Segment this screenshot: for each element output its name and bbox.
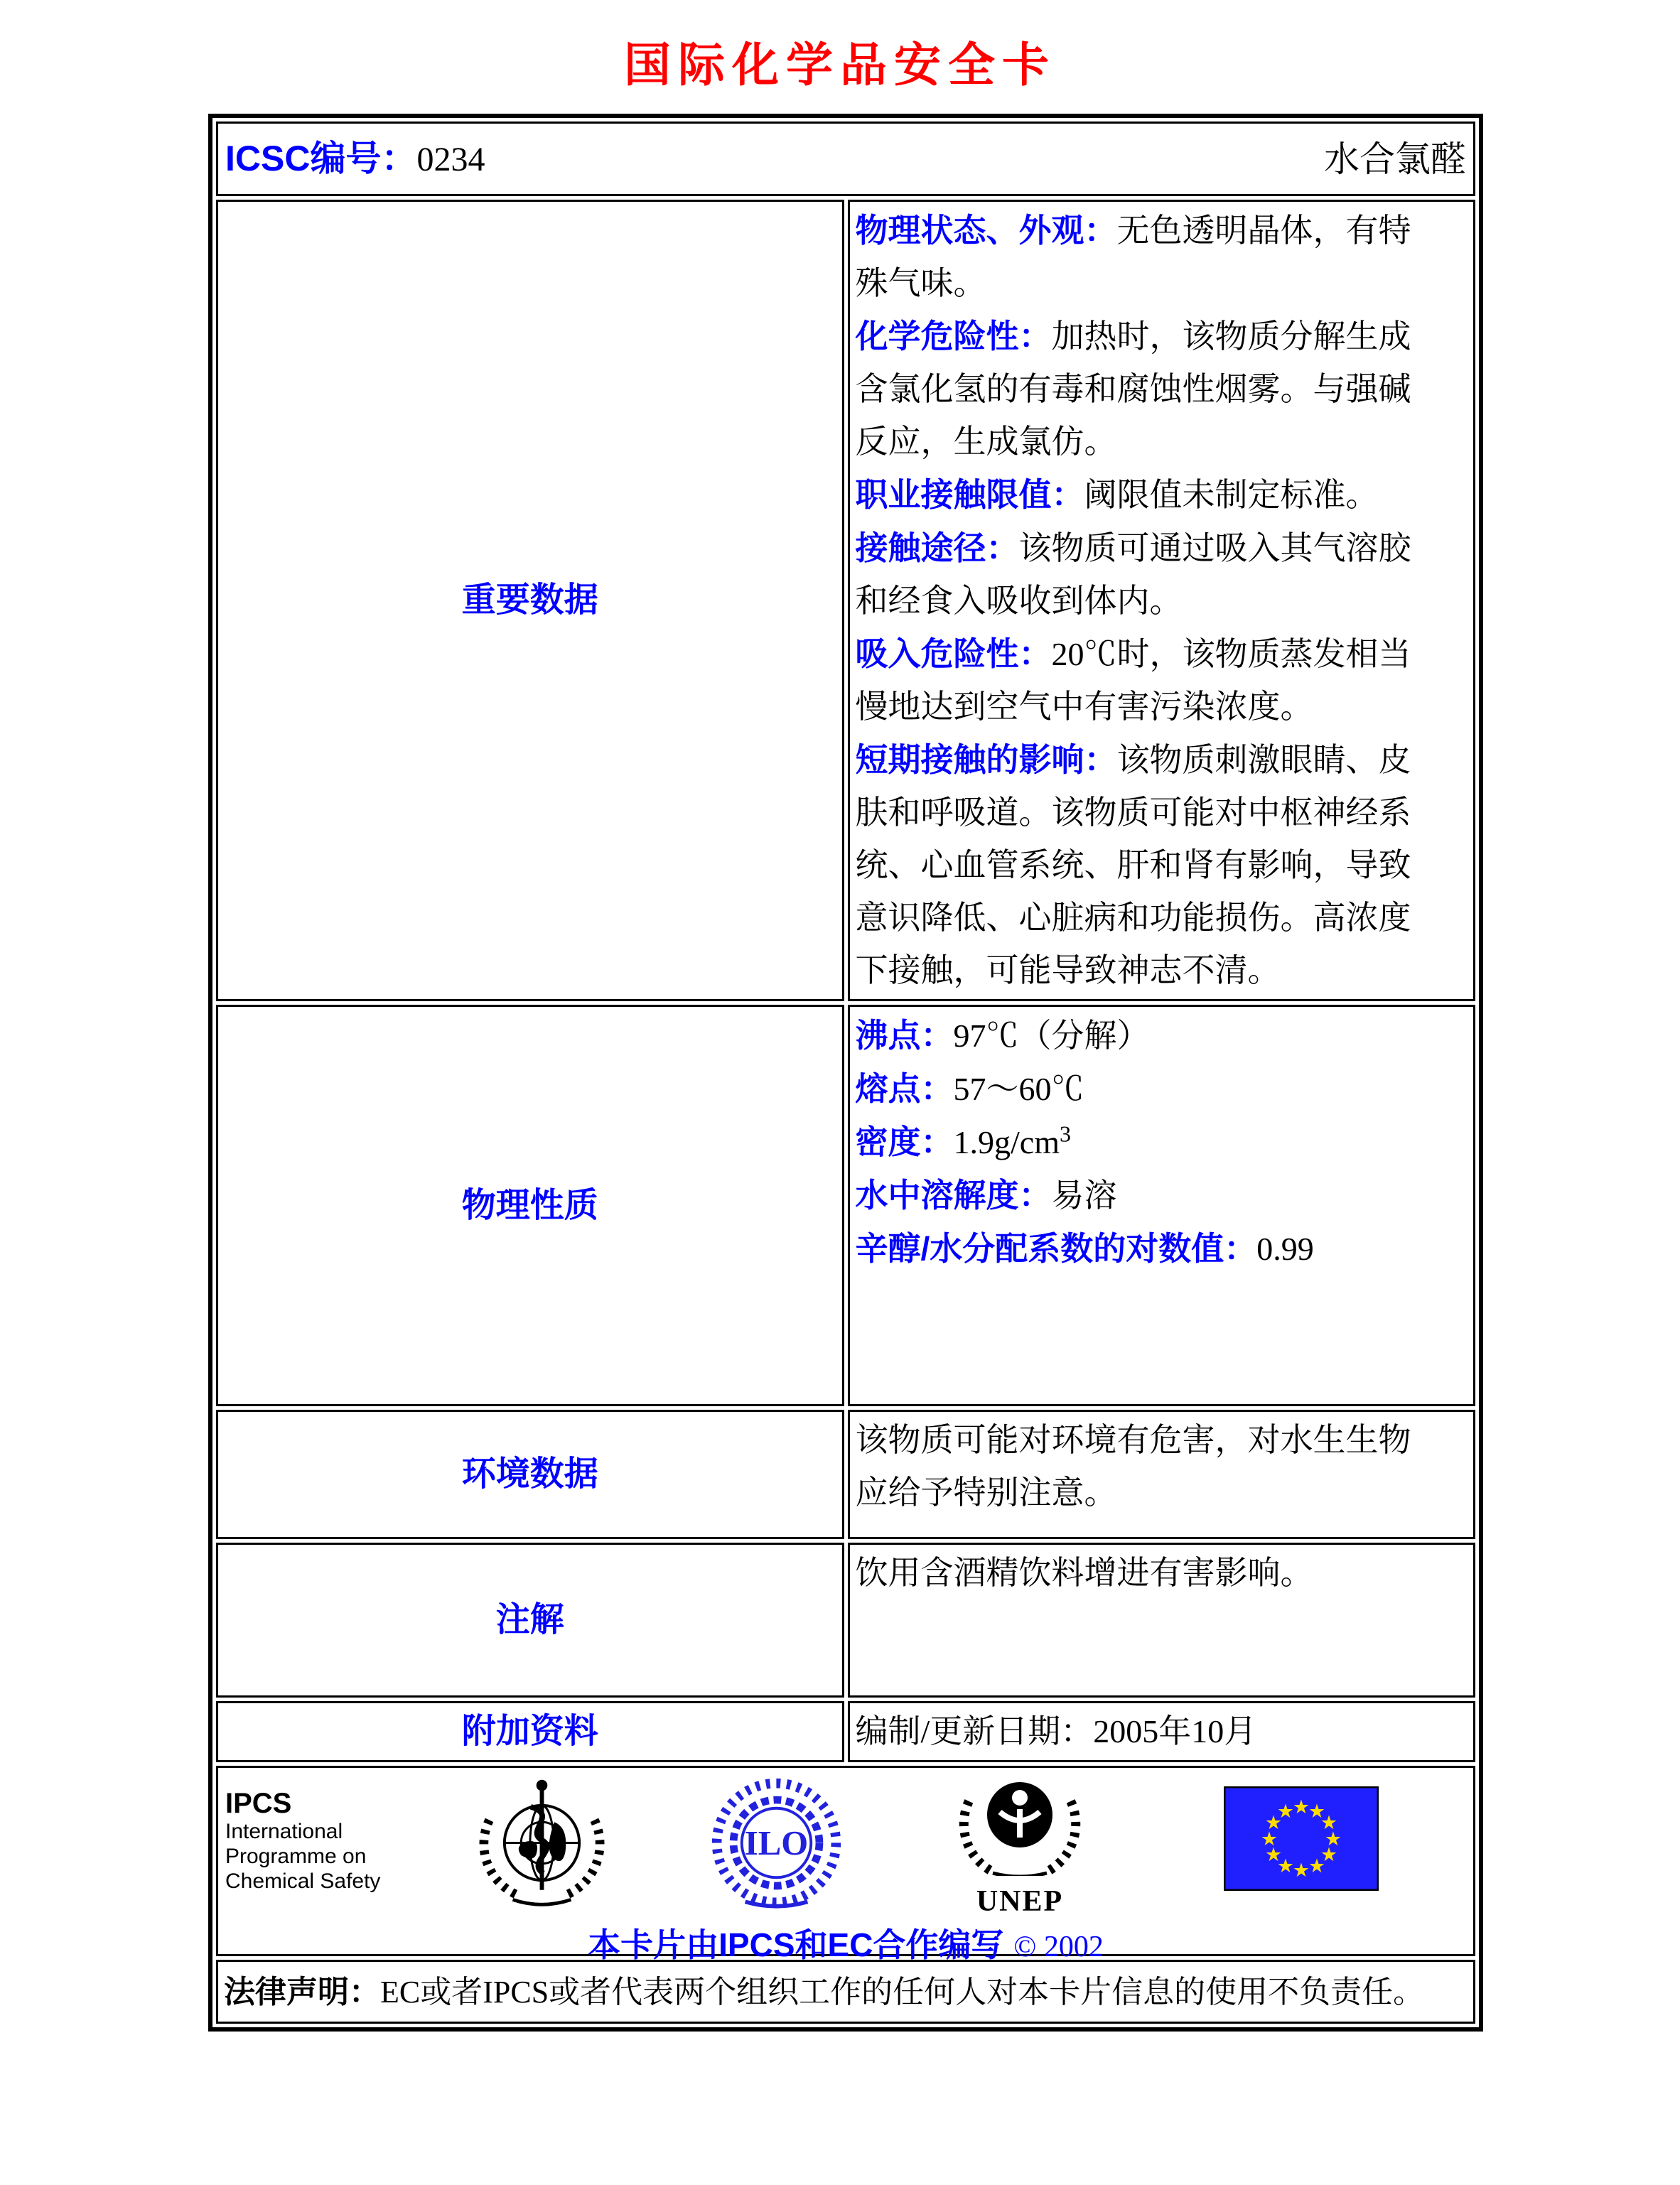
physical-property — [856, 1062, 1443, 1116]
important-item — [856, 522, 1443, 627]
additional-info-row — [216, 1701, 1475, 1762]
field-value: 57～60℃ — [953, 1071, 1084, 1107]
physical-properties-row — [216, 1005, 1475, 1406]
svg-text:★: ★ — [1324, 1828, 1342, 1850]
footer-caption — [218, 1919, 1473, 1973]
field-value: 0.99 — [1256, 1231, 1314, 1267]
environmental-data-content: 该物质可能对环境有危害，对水生生物应给予特别注意。 — [848, 1410, 1476, 1539]
field-value: 易溶 — [1051, 1177, 1117, 1214]
field-label: 沸点： — [855, 1017, 954, 1054]
svg-text:★: ★ — [1292, 1796, 1310, 1818]
physical-properties-row-label: 物理性质 — [216, 1005, 844, 1406]
field-label: 职业接触限值： — [855, 476, 1084, 513]
legal-text: EC或者IPCS或者代表两个组织工作的任何人对本卡片信息的使用不负责任。 — [380, 1974, 1425, 2009]
who-logo-icon — [473, 1774, 611, 1928]
important-item — [856, 468, 1443, 522]
svg-text:★: ★ — [1308, 1855, 1326, 1877]
svg-text:★: ★ — [1292, 1860, 1310, 1882]
field-label: 水中溶解度： — [855, 1177, 1052, 1214]
density-superscript: 3 — [1059, 1121, 1071, 1147]
footer-caption-text: 本卡片由IPCS和EC合作编写 — [588, 1926, 1004, 1963]
physical-property — [856, 1222, 1443, 1275]
icsc-table — [208, 114, 1483, 2032]
icsc-number-group — [225, 132, 485, 186]
field-text: 该物质可通过吸入其气溶胶和经食入吸收到体内。 — [855, 530, 1411, 619]
svg-text:★: ★ — [1276, 1801, 1295, 1823]
page-title: 国际化学品安全卡 — [624, 40, 1056, 92]
header-cell — [216, 122, 1475, 196]
important-data-content — [848, 200, 1476, 1001]
ipcs-subtitle-line: Chemical Safety — [225, 1870, 381, 1893]
physical-property — [856, 1169, 1443, 1222]
notes-content: 饮用含酒精饮料增进有害影响。 — [848, 1543, 1476, 1698]
environmental-data-row — [216, 1410, 1475, 1539]
field-label: 短期接触的影响： — [855, 741, 1117, 778]
field-text: 无色透明晶体，有特殊气味。 — [855, 212, 1411, 301]
field-label: 接触途径： — [855, 529, 1019, 566]
important-item — [856, 204, 1443, 310]
additional-info-content: 编制/更新日期：2005年10月 — [848, 1701, 1476, 1762]
field-label: 吸入危险性： — [855, 635, 1052, 672]
svg-text:★: ★ — [1264, 1812, 1283, 1834]
svg-text:★: ★ — [1260, 1828, 1278, 1850]
field-value: 97℃（分解） — [953, 1018, 1150, 1054]
field-value: 1.9g/cm — [953, 1124, 1060, 1160]
header-row — [216, 122, 1475, 196]
field-label: 密度： — [855, 1123, 954, 1160]
important-item — [856, 627, 1443, 733]
logos-footer-cell — [216, 1766, 1475, 1963]
field-label: 熔点： — [855, 1070, 954, 1107]
environmental-data-row-label: 环境数据 — [216, 1410, 844, 1539]
unep-logo-text: UNEP — [976, 1885, 1064, 1918]
important-data-row — [216, 200, 1475, 1001]
physical-properties-content — [848, 1005, 1476, 1406]
svg-text:★: ★ — [1320, 1812, 1338, 1834]
ipcs-acronym: IPCS — [225, 1788, 292, 1819]
field-label: 物理状态、外观： — [855, 212, 1117, 249]
physical-property — [856, 1116, 1443, 1169]
field-label: 化学危险性： — [855, 318, 1052, 355]
additional-info-row-label: 附加资料 — [216, 1701, 844, 1762]
logos-footer-row — [216, 1766, 1475, 1956]
icsc-number-value: 0234 — [416, 140, 485, 178]
footer-copyright: © 2002 — [1013, 1931, 1104, 1963]
field-text: 加热时，该物质分解生成含氯化氢的有毒和腐蚀性烟雾。与强碱反应，生成氯仿。 — [855, 318, 1411, 460]
svg-text:★: ★ — [1264, 1844, 1283, 1866]
icsc-number-label: ICSC编号： — [225, 138, 417, 178]
unep-logo-icon — [949, 1769, 1091, 1916]
field-text: 20℃时，该物质蒸发相当慢地达到空气中有害污染浓度。 — [855, 636, 1411, 725]
ilo-logo-icon — [707, 1774, 846, 1928]
notes-row — [216, 1543, 1475, 1698]
ipcs-subtitle-line: International — [225, 1820, 343, 1843]
important-item — [856, 733, 1443, 997]
svg-text:★: ★ — [1320, 1844, 1338, 1866]
field-text: 该物质刺激眼睛、皮肤和呼吸道。该物质可能对中枢神经系统、心血管系统、肝和肾有影响，导致意识降低、心脏病和功能损伤。高浓度下接触，可能导致神志不清。 — [855, 742, 1411, 988]
field-text: 阈限值未制定标准。 — [1084, 477, 1379, 513]
svg-text:★: ★ — [1276, 1855, 1295, 1877]
ipcs-subtitle-line: Programme on — [225, 1845, 367, 1868]
important-item — [856, 310, 1443, 468]
ipcs-text-block — [225, 1788, 380, 1894]
notes-row-label: 注解 — [216, 1543, 844, 1698]
substance-name: 水合氯醛 — [1324, 139, 1466, 179]
ilo-logo-text: ILO — [744, 1824, 809, 1863]
important-data-row-label: 重要数据 — [216, 200, 844, 1001]
legal-label: 法律声明： — [224, 1974, 380, 2009]
svg-text:★: ★ — [1308, 1801, 1326, 1823]
eu-flag-icon — [1224, 1786, 1379, 1906]
physical-property — [856, 1009, 1443, 1062]
field-label: 辛醇/水分配系数的对数值： — [855, 1230, 1257, 1267]
